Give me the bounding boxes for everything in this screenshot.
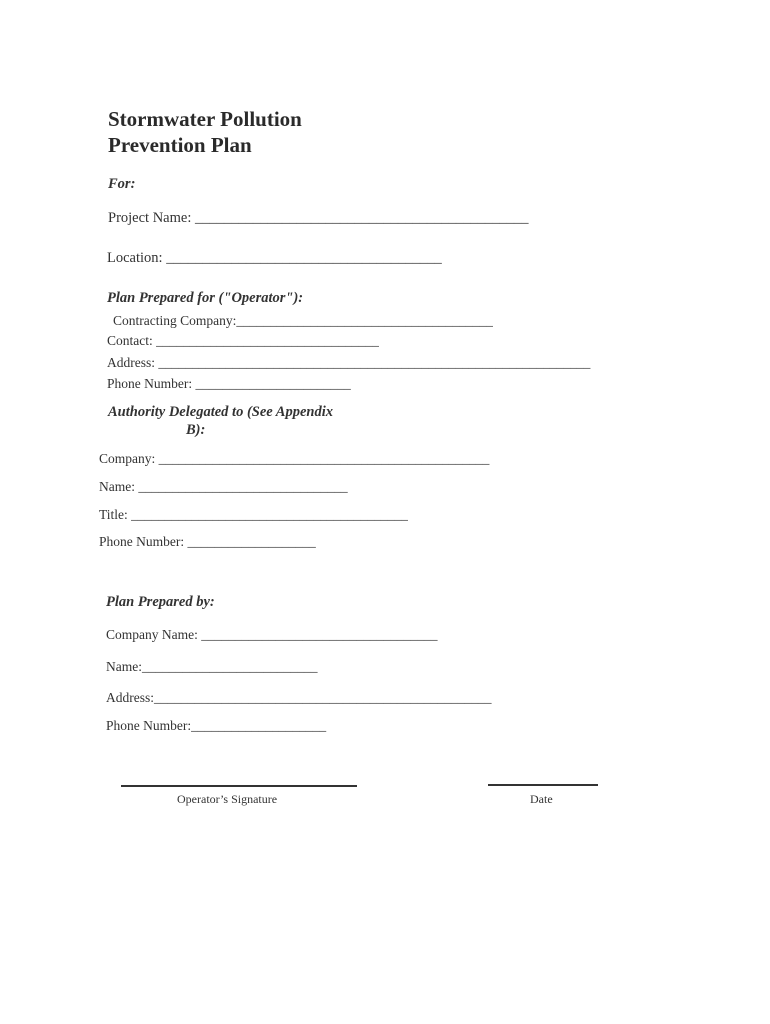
prepared-by-heading: Plan Prepared by: <box>106 594 215 610</box>
prepared-name-field[interactable]: Name:__________________________ <box>106 659 318 674</box>
date-label: Date <box>530 792 553 806</box>
operator-address-field[interactable]: Address: ________________________________________________________________ <box>107 355 591 370</box>
authority-name-field[interactable]: Name: _______________________________ <box>99 479 348 494</box>
contact-field[interactable]: Contact: _________________________________ <box>107 333 379 348</box>
authority-title-field[interactable]: Title: _________________________________________ <box>99 507 408 522</box>
operator-heading: Plan Prepared for ("Operator"): <box>107 290 304 306</box>
operator-phone-field[interactable]: Phone Number: _______________________ <box>107 376 351 391</box>
title-line-2: Prevention Plan <box>108 133 252 157</box>
prepared-company-name-field[interactable]: Company Name: ___________________________________ <box>106 627 438 642</box>
authority-phone-field[interactable]: Phone Number: ___________________ <box>99 534 316 549</box>
contracting-company-field[interactable]: Contracting Company:______________________________________ <box>113 313 493 328</box>
date-line[interactable] <box>488 784 598 786</box>
prepared-phone-field[interactable]: Phone Number:____________________ <box>106 718 327 733</box>
authority-company-field[interactable]: Company: _________________________________________________ <box>99 451 490 466</box>
for-label: For: <box>108 176 136 192</box>
prepared-address-field[interactable]: Address:__________________________________________________ <box>106 690 492 705</box>
signature-label: Operator’s Signature <box>177 792 278 806</box>
document-title <box>108 106 302 158</box>
project-name-field[interactable]: Project Name: ______________________________________________ <box>108 210 529 226</box>
signature-line[interactable] <box>121 785 357 787</box>
authority-heading-line-2: B): <box>186 422 206 438</box>
location-field[interactable]: Location: ______________________________________ <box>107 250 442 266</box>
title-line-1: Stormwater Pollution <box>108 107 302 131</box>
authority-heading-line-1: Authority Delegated to (See Appendix <box>108 404 334 420</box>
